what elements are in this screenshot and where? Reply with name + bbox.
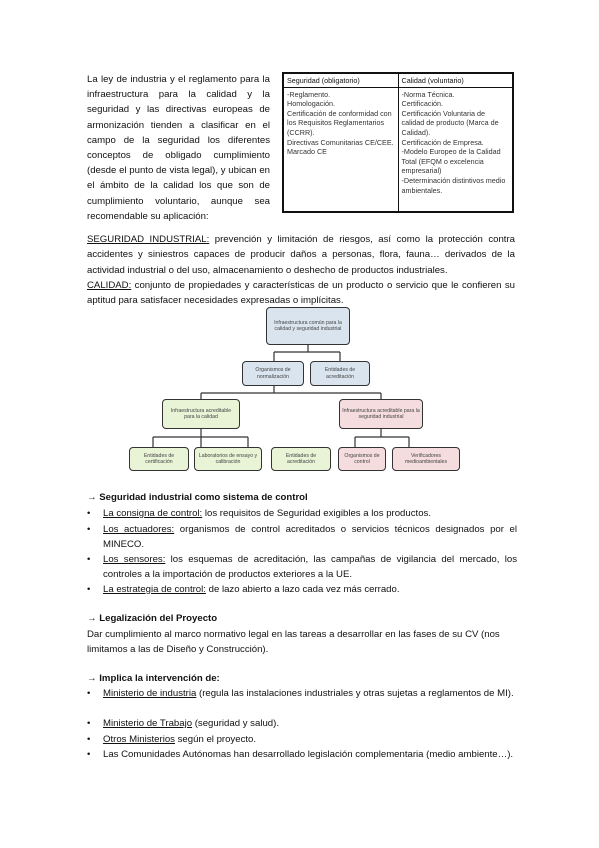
diagram-leaf-laboratorios: Laboratorios de ensayo y calibración [194, 447, 262, 471]
control-item [87, 522, 517, 553]
calidad-item: Certificación de Empresa. [401, 137, 484, 147]
control-term: Los actuadores: [103, 524, 175, 535]
calidad-item: -Modelo Europeo de la Calidad Total (EFQM o excelencia empresarial) [401, 147, 501, 176]
diagram-leaf-verificadores: Verificadores medioambientales [392, 447, 460, 471]
implica-text: Las Comunidades Autónomas han desarrollado legislación complementaria (medio ambiente…). [103, 749, 514, 760]
diagram-leaf-acreditacion: Entidades de acreditación [271, 447, 331, 471]
intro-paragraph: La ley de industria y el reglamento para la infraestructura para la calidad y la seguridad y las directivas europeas de armonización tienden a clasificar en el campo de la seguridad los diferentes conceptos de obligado cumplimiento (desde el punto de vista legal), y ubican en el ámbito de la calidad los que son de cumplimiento voluntario, aunque sea recomendable su aplicación: [87, 74, 270, 222]
definition-text: conjunto de propiedades y características de un producto o servicio que le confieren su aptitud para satisfacer necesidades expresadas o implícitas. [87, 280, 515, 307]
heading-legalizacion: → Legalización del Proyecto [87, 613, 218, 624]
calidad-item: -Determinación distintivos medio ambientales. [401, 175, 506, 195]
implica-text: según el proyecto. [174, 734, 257, 745]
control-item [87, 552, 517, 583]
diagram-root-box: Infraestructura común para la calidad y seguridad industrial [266, 307, 350, 345]
definition-term: SEGURIDAD INDUSTRIAL: [87, 234, 210, 245]
control-term: La consigna de control: [103, 508, 203, 519]
legalizacion-text: Dar cumplimiento al marco normativo legal en las tareas a desarrollar en las fases de su CV (nos limitamos a las de Diseño y Construcción). [87, 629, 500, 656]
control-term: Los sensores: [103, 554, 166, 565]
seguridad-column [284, 74, 398, 211]
diagram-seguridad-box: Infraestructura acreditable para la seguridad industrial [339, 399, 423, 429]
seguridad-item: Homologación. [287, 99, 335, 109]
control-text: de lazo abierto a lazo cada vez más cerrado. [205, 584, 400, 595]
bullet: • [87, 688, 91, 699]
implica-text: (regula las instalaciones industriales y otras sujetas a reglamentos de MI). [196, 688, 514, 699]
seguridad-item: Marcado CE [287, 147, 327, 157]
definition-text: prevención y limitación de riesgos, así como la protección contra accidentes y siniestros capaces de producir daños a personas, flora, fauna… derivados de la actividad industrial o del uso, almacenamiento o deshecho de productos industriales. [87, 234, 515, 276]
diagram-leaf-certificacion: Entidades de certificación [129, 447, 189, 471]
seguridad-item: Directivas Comunitarias CE/CEE. [287, 137, 394, 147]
diagram-calidad-box: Infraestructura acreditable para la calidad [162, 399, 240, 429]
bullet: • [87, 718, 91, 729]
bullet: • [87, 508, 91, 519]
calidad-header: Calidad (voluntario) [399, 76, 513, 88]
implica-term: Otros Ministerios [103, 734, 175, 745]
seguridad-item: -Reglamento. [287, 89, 331, 99]
bullet: • [87, 749, 91, 760]
control-item [87, 506, 517, 521]
control-term: La estrategia de control: [103, 584, 206, 595]
seguridad-item: Certificación de conformidad con los Requisitos Reglamentarios (CCRR). [287, 108, 392, 137]
implica-item [87, 747, 517, 762]
definition-seguridad [87, 232, 515, 278]
comparison-table [282, 72, 514, 213]
calidad-item: -Norma Técnica. [401, 89, 455, 99]
control-text: los esquemas de acreditación, las campañas de vigilancia del mercado, los controles a la importación de productos exteriores a la UE. [103, 554, 517, 581]
seguridad-header: Seguridad (obligatorio) [284, 76, 398, 88]
heading-control: → Seguridad industrial como sistema de control [87, 492, 308, 503]
calidad-item: Certificación. [401, 99, 444, 109]
diagram-leaf-organismos: Organismos de control [338, 447, 386, 471]
connector-pink [355, 429, 409, 447]
definition-term: CALIDAD: [87, 280, 132, 291]
implica-item [87, 732, 517, 747]
implica-term: Ministerio de Trabajo [103, 718, 193, 729]
calidad-column [398, 74, 513, 211]
bullet: • [87, 554, 91, 565]
bullet: • [87, 524, 91, 535]
implica-item [87, 716, 517, 731]
diagram-acreditacion-box: Entidades de acreditación [310, 361, 370, 386]
connector-root [274, 345, 340, 361]
diagram-normalizacion-box: Organismos de normalización [242, 361, 304, 386]
implica-text: (seguridad y salud). [192, 718, 279, 729]
bullet: • [87, 584, 91, 595]
definition-calidad [87, 278, 515, 309]
heading-implica: → Implica la intervención de: [87, 673, 220, 684]
connector-green [153, 429, 248, 447]
control-text: organismos de control acreditados o servicios técnicos designados por el MINECO. [103, 524, 517, 551]
control-text: los requisitos de Seguridad exigibles a los productos. [202, 508, 431, 519]
calidad-item: Certificación Voluntaria de calidad de producto (Marca de Calidad). [401, 108, 499, 137]
implica-term: Ministerio de industria [103, 688, 197, 699]
connector-mid [201, 386, 381, 399]
control-item [87, 582, 517, 597]
implica-item [87, 686, 517, 701]
bullet: • [87, 734, 91, 745]
